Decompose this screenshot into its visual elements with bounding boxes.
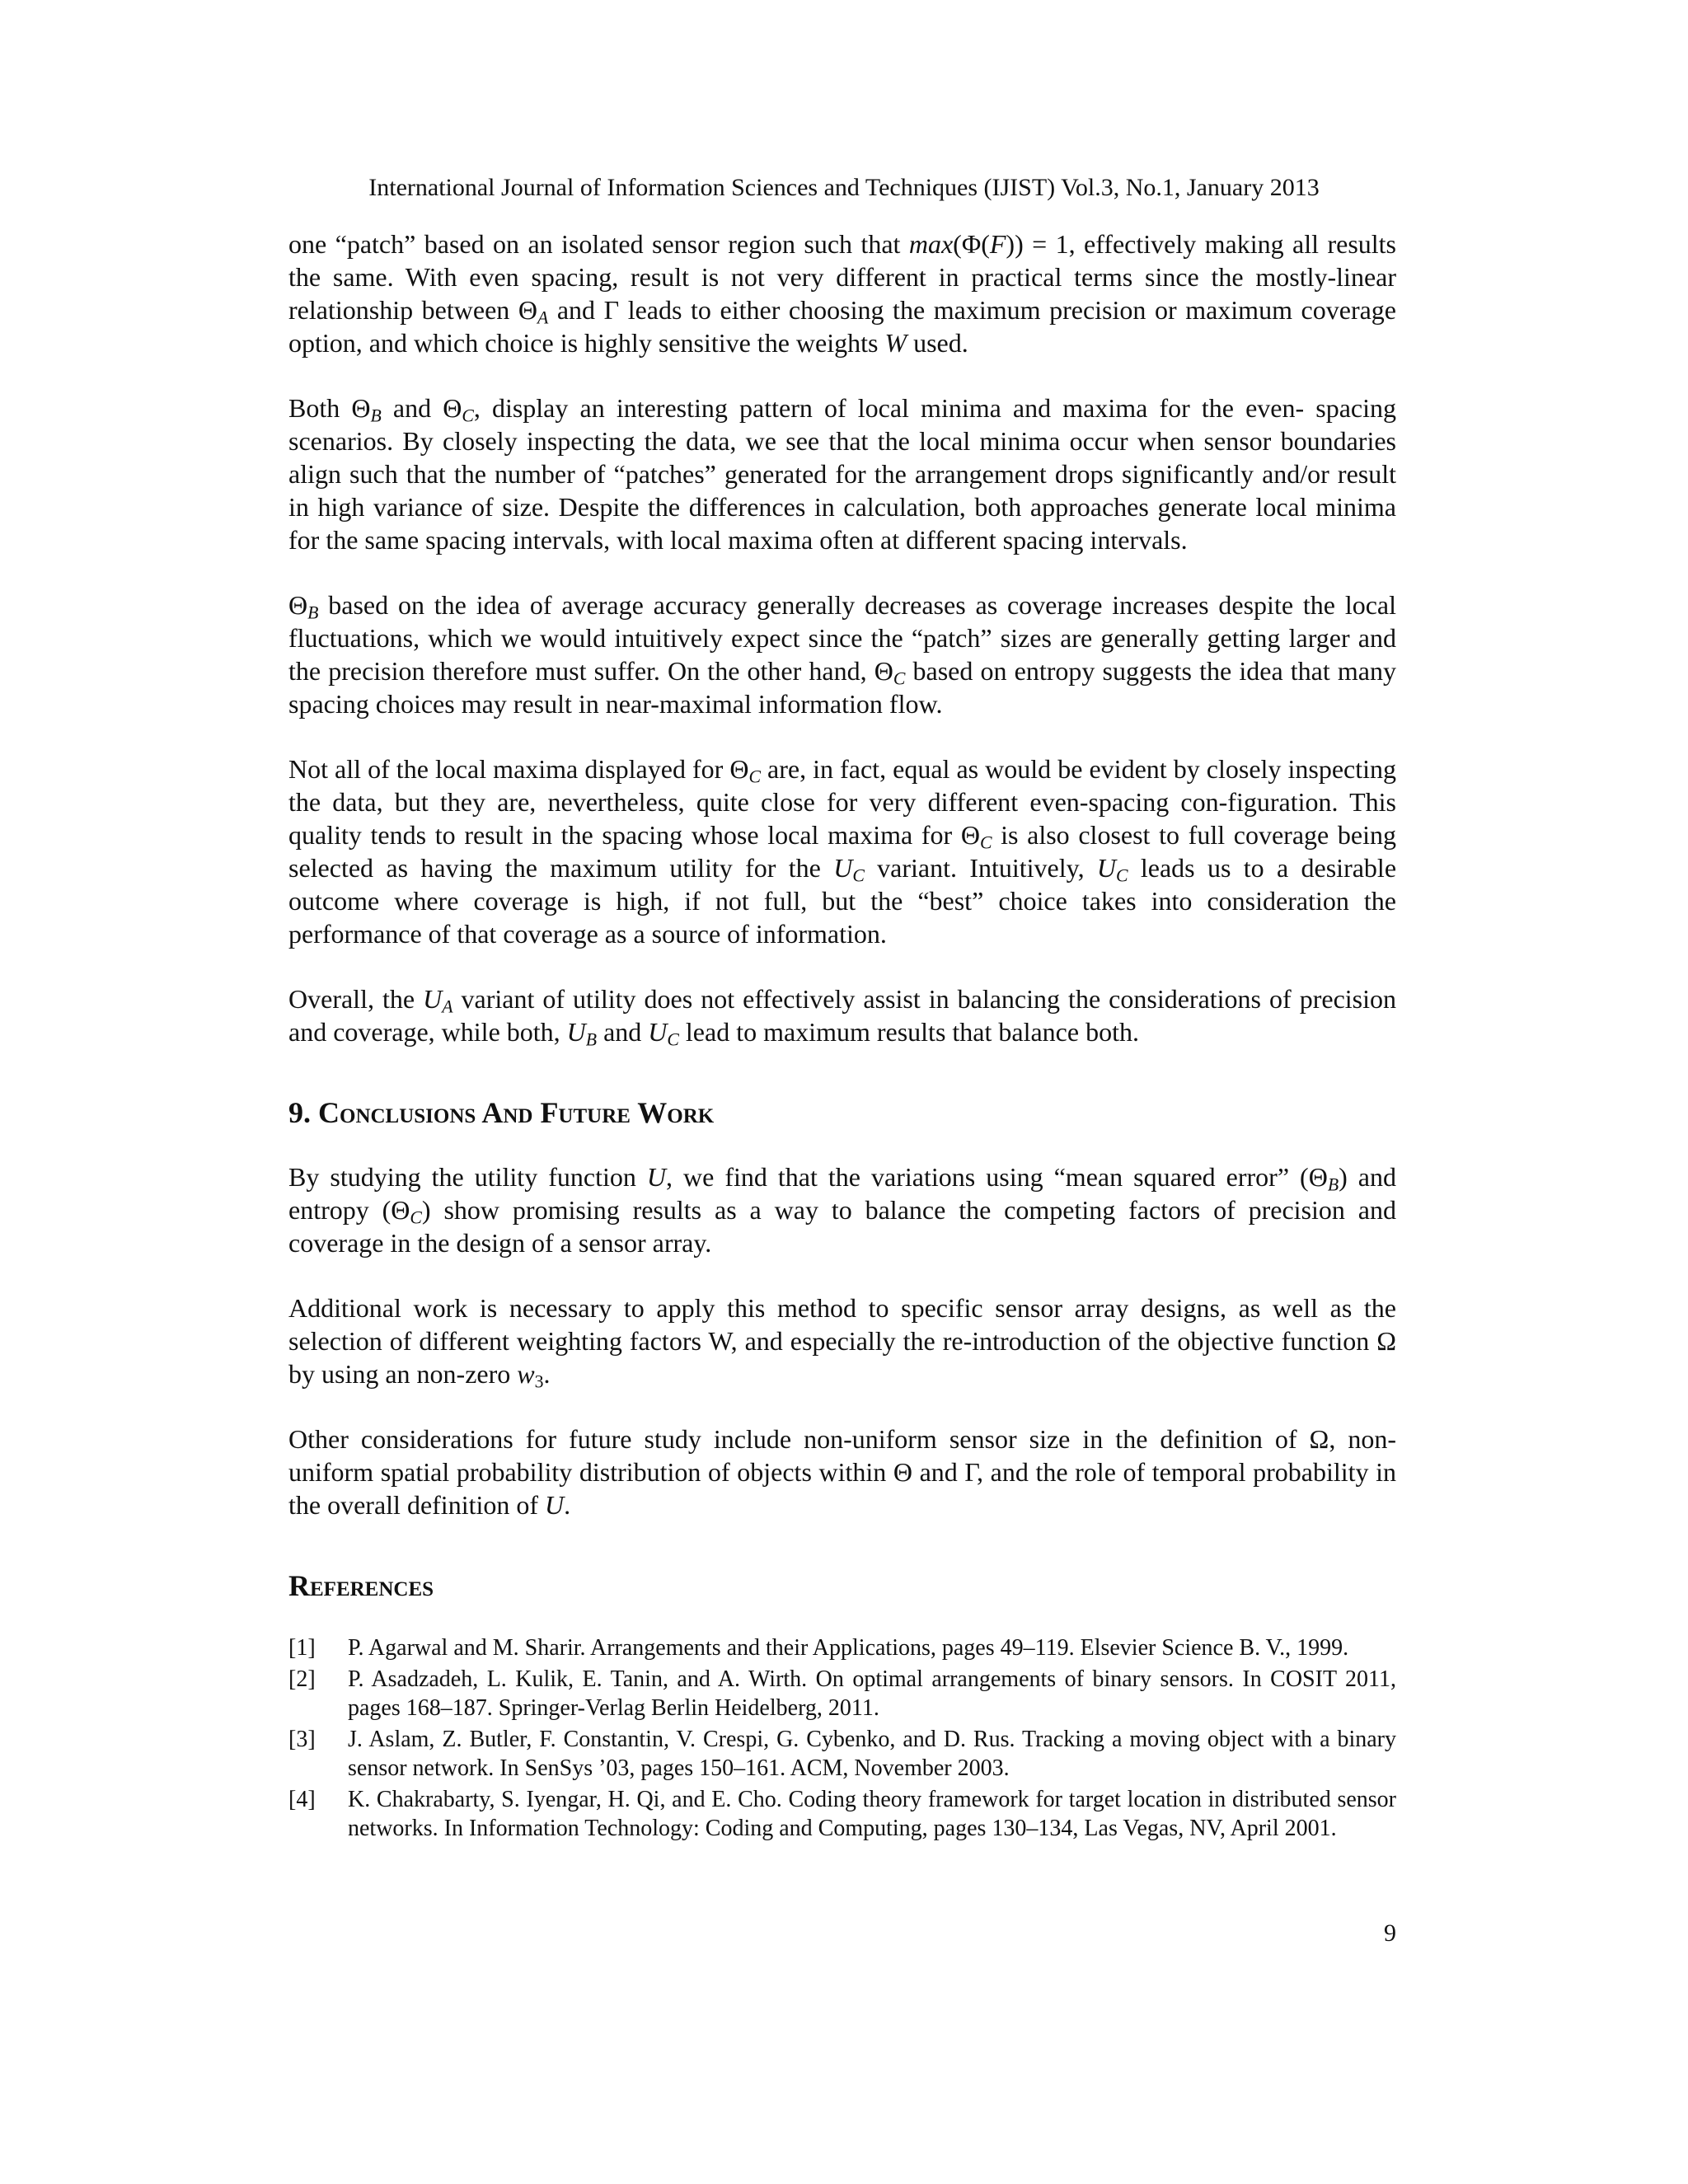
- text-run: and Γ leads to either choosing the maximum precision or maximum coverage option, and which choice is highly sensitive the weights: [288, 295, 1397, 358]
- reference-list: [288, 1633, 1396, 1843]
- math-U: U: [423, 984, 443, 1014]
- page-body: [288, 227, 1396, 1845]
- text-run: is also closest to full coverage being selected as having the maximum utility for the: [288, 820, 1397, 883]
- text-run: Additional work is necessary to apply this method to specific sensor array designs, as well as the selection of different weighting factors W, and especially the re-introduction of the objective function Ω by using an non-zero: [288, 1293, 1396, 1389]
- math-U: U: [545, 1490, 565, 1520]
- math-F: F: [989, 229, 1006, 259]
- reference-number: [2]: [288, 1666, 316, 1692]
- subscript: B: [307, 602, 319, 623]
- math-max: max: [908, 229, 954, 259]
- math-U: U: [566, 1017, 586, 1047]
- subscript: B: [1327, 1174, 1339, 1195]
- text-run: used.: [907, 328, 968, 358]
- page-number: 9: [1384, 1919, 1396, 1947]
- math-U: U: [833, 853, 853, 883]
- subscript: C: [410, 1207, 422, 1228]
- subscript: B: [370, 405, 382, 426]
- math-U: U: [1096, 853, 1117, 883]
- reference-number: [3]: [288, 1727, 316, 1752]
- paragraph-8: [288, 1422, 1396, 1521]
- paragraph-1: [288, 227, 1396, 359]
- reference-text: P. Asadzadeh, L. Kulik, E. Tanin, and A. Wirth. On optimal arrangements of binary sensors. In COSIT 2011, pages 168–187. Springer-Verlag Berlin Heidelberg, 2011.: [348, 1666, 1396, 1721]
- text-run: Other considerations for future study include non-uniform sensor size in the definition of Ω, non-uniform spatial probability distribution of objects within Θ and Γ, and the role of temporal probability in the overall definition of: [288, 1424, 1396, 1520]
- text-run: based on entropy suggests the idea that many spacing choices may result in near-maximal information flow.: [288, 656, 1397, 719]
- text-run: leads us to a desirable outcome where coverage is high, if not full, but the “best” choice takes into consideration the performance of that coverage as a source of information.: [288, 853, 1397, 949]
- subscript: A: [537, 307, 549, 328]
- text-run: , display an interesting pattern of local minima and maxima for the even- spacing scenarios. By closely inspecting the data, we see that the local minima occur when sensor boundaries align such that the number of “patches” generated for the arrangement drops significantly and/or result in high variance of size. Despite the differences in calculation, both approaches generate local minima for the same spacing intervals, with local maxima often at different spacing intervals.: [288, 393, 1397, 555]
- text-run: ) and entropy (Θ: [288, 1162, 1397, 1225]
- reference-text: P. Agarwal and M. Sharir. Arrangements and their Applications, pages 49–119. Elsevier Science B. V., 1999.: [348, 1635, 1349, 1661]
- text-run: and Θ: [381, 393, 462, 423]
- subscript: C: [852, 865, 865, 886]
- text-run: Both Θ: [288, 393, 371, 423]
- subscript: C: [462, 405, 474, 426]
- text-run: and: [597, 1017, 649, 1047]
- subscript: C: [748, 766, 761, 787]
- section-heading-conclusions: 9. Conclusions And Future Work: [288, 1096, 715, 1129]
- subscript: C: [667, 1029, 679, 1050]
- subscript: A: [442, 996, 453, 1017]
- text-run: based on the idea of average accuracy generally decreases as coverage increases despite the local fluctuations, which we would intuitively expect since the “patch” sizes are generally getting larger and the precision therefore must suffer. On the other hand, Θ: [288, 590, 1396, 686]
- paragraph-4: [288, 752, 1396, 950]
- reference-text: J. Aslam, Z. Butler, F. Constantin, V. Crespi, G. Cybenko, and D. Rus. Tracking a moving object with a binary sensor network. In SenSys ’03, pages 150–161. ACM, November 2003.: [348, 1727, 1396, 1781]
- reference-item: [288, 1725, 1396, 1783]
- text-run: .: [543, 1359, 551, 1389]
- text-run: )) = 1, effectively making all results the same. With even spacing, result is not very different in practical terms since the mostly-linear relationship between Θ: [288, 229, 1397, 325]
- journal-header: International Journal of Information Sciences and Techniques (IJIST) Vol.3, No.1, January 2013: [368, 174, 1320, 201]
- text-run: variant. Intuitively,: [864, 853, 1097, 883]
- paragraph-6: [288, 1160, 1396, 1259]
- paragraph-2: [288, 391, 1396, 556]
- text-run: , we find that the variations using “mean squared error” (Θ: [665, 1162, 1328, 1192]
- math-W: W: [884, 328, 907, 358]
- text-run: .: [564, 1490, 571, 1520]
- text-run: By studying the utility function: [288, 1162, 647, 1192]
- reference-item: [288, 1633, 1396, 1662]
- text-run: Θ: [288, 590, 308, 620]
- math-U: U: [648, 1017, 668, 1047]
- paragraph-3: [288, 588, 1396, 720]
- math-U: U: [646, 1162, 666, 1192]
- subscript: C: [893, 668, 906, 689]
- reference-item: [288, 1785, 1396, 1843]
- subscript: C: [979, 832, 992, 853]
- subscript: C: [1116, 865, 1128, 886]
- reference-number: [1]: [288, 1635, 316, 1661]
- text-run: are, in fact, equal as would be evident by closely inspecting the data, but they are, nevertheless, quite close for very different even-spacing con-figuration. This quality tends to result in the spacing whose local maxima for Θ: [288, 754, 1397, 850]
- reference-text: K. Chakrabarty, S. Iyengar, H. Qi, and E. Cho. Coding theory framework for target location in distributed sensor networks. In Information Technology: Coding and Computing, pages 130–134, Las Vegas, NV, April 2001.: [348, 1787, 1396, 1841]
- text-run: variant of utility does not effectively assist in balancing the considerations of precision and coverage, while both,: [288, 984, 1397, 1047]
- text-run: Overall, the: [288, 984, 424, 1014]
- paragraph-5: [288, 982, 1396, 1048]
- text-run: lead to maximum results that balance both.: [678, 1017, 1139, 1047]
- paragraph-7: [288, 1291, 1396, 1390]
- reference-number: [4]: [288, 1787, 316, 1812]
- text-run: (Φ(: [953, 229, 990, 259]
- text-run: one “patch” based on an isolated sensor region such that: [288, 229, 909, 259]
- text-run: ) show promising results as a way to balance the competing factors of precision and coverage in the design of a sensor array.: [288, 1195, 1397, 1258]
- reference-item: [288, 1665, 1396, 1722]
- math-w: w: [517, 1359, 535, 1389]
- subscript: B: [585, 1029, 598, 1050]
- text-run: Not all of the local maxima displayed for Θ: [288, 754, 749, 784]
- subscript: 3: [534, 1371, 544, 1392]
- references-heading: References: [288, 1569, 434, 1602]
